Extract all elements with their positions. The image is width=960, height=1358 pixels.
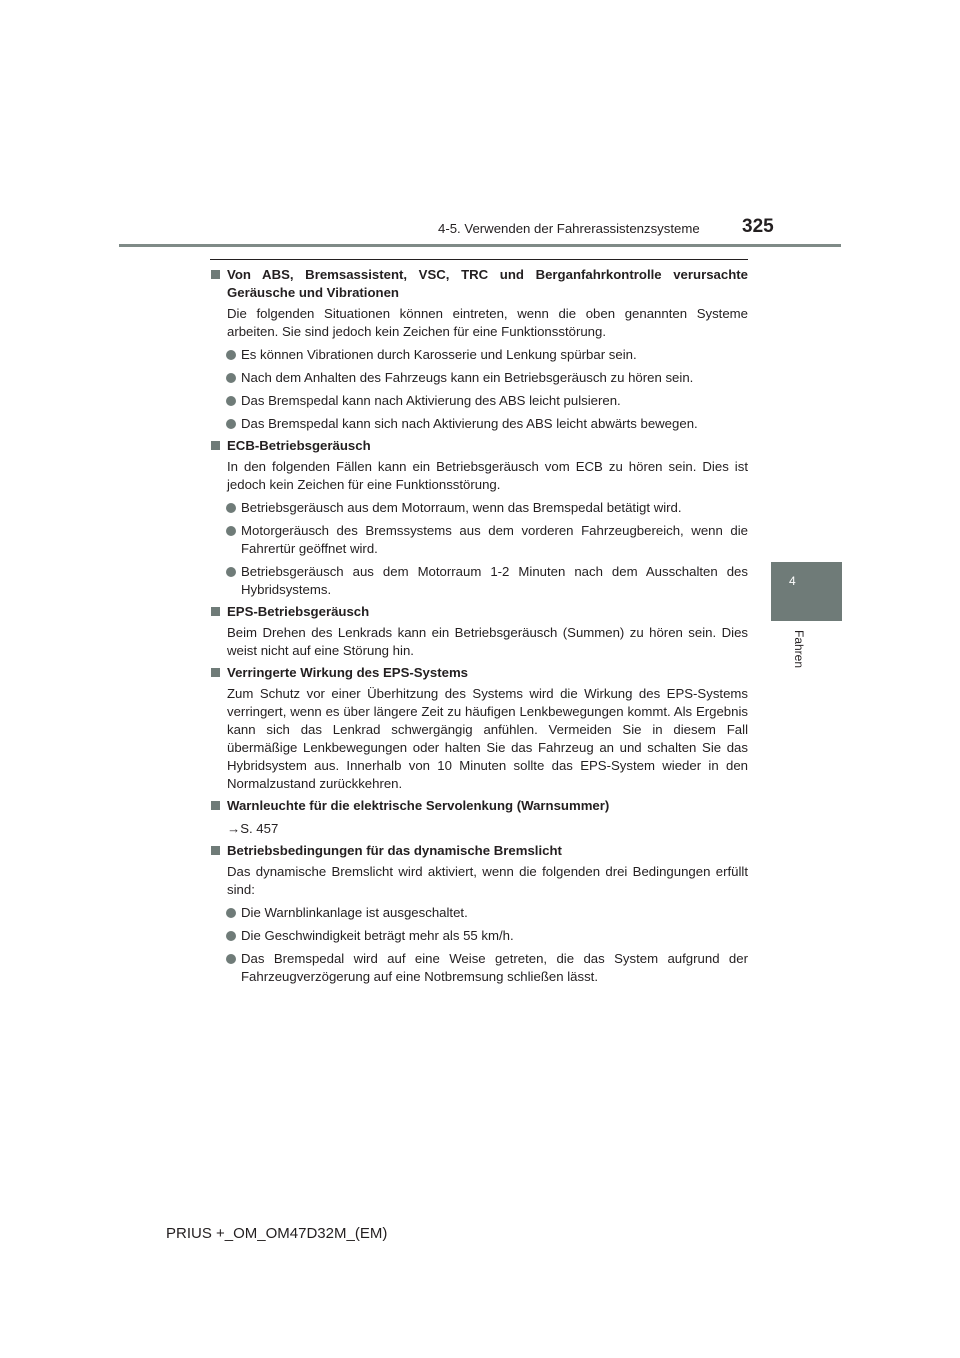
chapter-tab-number: 4 <box>789 574 796 588</box>
list-item: Das Bremspedal kann sich nach Aktivierung des ABS leicht abwärts bewegen. <box>210 415 748 433</box>
circle-bullet-icon <box>226 908 236 918</box>
square-bullet-icon <box>211 441 220 450</box>
list-item: Die Geschwindigkeit beträgt mehr als 55 km/h. <box>210 927 748 945</box>
circle-bullet-icon <box>226 954 236 964</box>
list-item: Betriebsgeräusch aus dem Motorraum, wenn das Bremspedal betätigt wird. <box>210 499 748 517</box>
footer-document-code: PRIUS +_OM_OM47D32M_(EM) <box>166 1225 388 1242</box>
section-heading: EPS-Betriebsgeräusch <box>227 604 370 619</box>
circle-bullet-icon <box>226 567 236 577</box>
section-ecb-noise <box>210 437 748 599</box>
circle-bullet-icon <box>226 350 236 360</box>
section-paragraph: Beim Drehen des Lenkrads kann ein Betriebsgeräusch (Summen) zu hören sein. Dies weist nicht auf eine Störung hin. <box>227 625 748 658</box>
circle-bullet-icon <box>226 526 236 536</box>
header-divider <box>119 244 841 247</box>
section-paragraph: Zum Schutz vor einer Überhitzung des Systems wird die Wirkung des EPS-Systems verringert, wenn es über längere Zeit zu häufigen Lenkbewegungen kommt. Als Ergebnis kann sich das Lenkrad schwergängig anfühlen. Vermeiden Sie in diesem Fall übermäßige Lenkbewegungen oder halten Sie das Fahrzeug an und schalten Sie das Hybridsystem aus. Innerhalb von 10 Minuten sollte das EPS-System wieder in den Normalzustand zurückkehren. <box>227 686 748 791</box>
list-item: Die Warnblinkanlage ist ausgeschaltet. <box>210 904 748 922</box>
section-paragraph: Die folgenden Situationen können eintreten, wenn die oben genannten Systeme arbeiten. Sie sind jedoch kein Zeichen für eine Funktionsstörung. <box>227 306 748 339</box>
section-dynamic-brake-light <box>210 842 748 986</box>
section-eps-warning-light <box>210 797 748 838</box>
section-eps-reduced <box>210 664 748 793</box>
section-paragraph: In den folgenden Fällen kann ein Betriebsgeräusch vom ECB zu hören sein. Dies ist jedoch kein Zeichen für eine Funktionsstörung. <box>227 459 748 492</box>
circle-bullet-icon <box>226 931 236 941</box>
section-heading: Von ABS, Bremsassistent, VSC, TRC und Berganfahrkontrolle verursachte Geräusche und Vibrationen <box>227 267 748 300</box>
content-top-rule <box>210 259 748 260</box>
circle-bullet-icon <box>226 396 236 406</box>
square-bullet-icon <box>211 668 220 677</box>
circle-bullet-icon <box>226 503 236 513</box>
list-item: Motorgeräusch des Bremssystems aus dem vorderen Fahrzeugbereich, wenn die Fahrertür geöffnet wird. <box>210 522 748 558</box>
section-paragraph: Das dynamische Bremslicht wird aktiviert, wenn die folgenden drei Bedingungen erfüllt sind: <box>227 864 748 897</box>
section-heading: ECB-Betriebsgeräusch <box>227 438 371 453</box>
circle-bullet-icon <box>226 419 236 429</box>
square-bullet-icon <box>211 846 220 855</box>
section-eps-noise <box>210 603 748 660</box>
list-item: Das Bremspedal wird auf eine Weise getreten, die das System aufgrund der Fahrzeugverzögerung auf eine Notbremsung schließen lässt. <box>210 950 748 986</box>
page-reference-link[interactable]: →S. 457 <box>227 821 279 836</box>
content-body <box>210 266 748 990</box>
section-heading: Betriebsbedingungen für das dynamische Bremslicht <box>227 843 562 858</box>
section-heading: Verringerte Wirkung des EPS-Systems <box>227 665 469 680</box>
list-item: Betriebsgeräusch aus dem Motorraum 1-2 Minuten nach dem Ausschalten des Hybridsystems. <box>210 563 748 599</box>
square-bullet-icon <box>211 270 220 279</box>
square-bullet-icon <box>211 801 220 810</box>
page-number: 325 <box>742 216 774 237</box>
square-bullet-icon <box>211 607 220 616</box>
list-item: Es können Vibrationen durch Karosserie und Lenkung spürbar sein. <box>210 346 748 364</box>
header-section-title: 4-5. Verwenden der Fahrerassistenzsysteme <box>438 221 700 236</box>
list-item: Nach dem Anhalten des Fahrzeugs kann ein Betriebsgeräusch zu hören sein. <box>210 369 748 387</box>
chapter-tab <box>771 562 842 621</box>
list-item: Das Bremspedal kann nach Aktivierung des ABS leicht pulsieren. <box>210 392 748 410</box>
section-abs-noise <box>210 266 748 433</box>
section-heading: Warnleuchte für die elektrische Servolenkung (Warnsummer) <box>227 798 610 813</box>
circle-bullet-icon <box>226 373 236 383</box>
chapter-tab-label: Fahren <box>792 630 806 669</box>
